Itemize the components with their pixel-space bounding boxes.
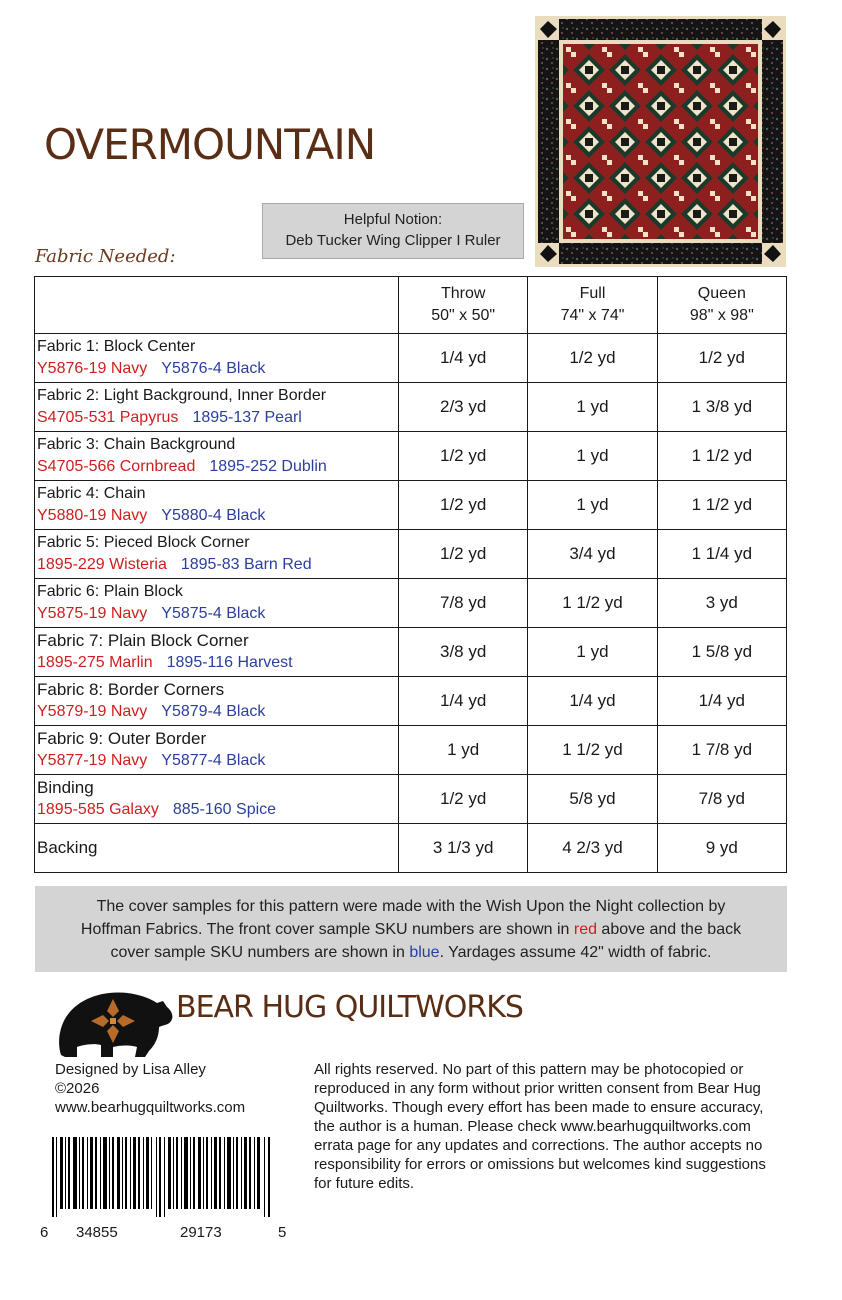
fabric-label: Fabric 1: Block Center [37, 338, 196, 355]
full-yardage: 1 yd [528, 383, 657, 432]
table-row [35, 383, 787, 432]
brand-name: BEAR HUG QUILTWORKS [176, 990, 523, 1025]
table-row [35, 579, 787, 628]
fabric-yardage-table [34, 276, 787, 873]
sku-back: Y5879-4 Black [161, 703, 266, 720]
table-row [35, 530, 787, 579]
throw-yardage: 1/4 yd [399, 334, 528, 383]
throw-yardage: 1 yd [399, 726, 528, 775]
queen-yardage: 7/8 yd [657, 775, 786, 824]
sku-back: Y5880-4 Black [161, 507, 266, 524]
queen-yardage: 1 1/2 yd [657, 432, 786, 481]
queen-yardage: 1 5/8 yd [657, 628, 786, 677]
full-yardage: 1 yd [528, 481, 657, 530]
sku-back: Y5877-4 Black [161, 752, 266, 769]
throw-yardage: 1/2 yd [399, 775, 528, 824]
pattern-title: OVERMOUNTAIN [44, 120, 376, 169]
queen-yardage: 1/4 yd [657, 677, 786, 726]
table-row [35, 775, 787, 824]
bear-logo-icon [55, 985, 175, 1060]
full-yardage: 1 yd [528, 432, 657, 481]
throw-yardage: 3 1/3 yd [399, 824, 528, 873]
sku-front: S4705-566 Cornbread [37, 458, 196, 475]
table-row [35, 432, 787, 481]
throw-yardage: 1/2 yd [399, 481, 528, 530]
sku-back: 885-160 Spice [172, 801, 277, 818]
fabric-label: Fabric 7: Plain Block Corner [37, 631, 249, 650]
column-header-throw: Throw 50" x 50" [399, 277, 528, 334]
fabric-label: Fabric 3: Chain Background [37, 436, 236, 453]
full-yardage: 1 1/2 yd [528, 726, 657, 775]
fabric-label: Fabric 6: Plain Block [37, 583, 183, 600]
fabric-label: Fabric 2: Light Background, Inner Border [37, 387, 327, 404]
sku-front: S4705-531 Papyrus [37, 409, 179, 426]
sku-front: 1895-229 Wisteria [37, 556, 167, 573]
sku-back: 1895-83 Barn Red [180, 556, 312, 573]
helpful-notion-ruler: Deb Tucker Wing Clipper I Ruler [285, 232, 501, 249]
barcode-group-2: 29173 [180, 1224, 222, 1241]
collection-note: The cover samples for this pattern were made with the Wish Upon the Night collection by Hoffman Fabrics. The front cover sample SKU numbers are shown in red above and the back cover sample SKU numbers are shown in blue. Yardages assume 42" width of fabric. [35, 886, 787, 972]
throw-yardage: 2/3 yd [399, 383, 528, 432]
column-header-full: Full 74" x 74" [528, 277, 657, 334]
full-yardage: 5/8 yd [528, 775, 657, 824]
fabric-label: Backing [35, 824, 399, 873]
fabric-label: Fabric 5: Pieced Block Corner [37, 534, 250, 551]
full-yardage: 3/4 yd [528, 530, 657, 579]
quilt-image [535, 16, 786, 267]
full-yardage: 1/2 yd [528, 334, 657, 383]
helpful-notion-heading: Helpful Notion: [343, 211, 443, 228]
full-yardage: 4 2/3 yd [528, 824, 657, 873]
sku-front: Y5875-19 Navy [37, 605, 148, 622]
table-header-row [35, 277, 787, 334]
queen-yardage: 3 yd [657, 579, 786, 628]
sku-front: 1895-275 Marlin [37, 654, 153, 671]
fabric-needed-label: Fabric Needed: [35, 246, 176, 267]
fabric-label: Fabric 8: Border Corners [37, 680, 225, 699]
blue-word: blue [409, 944, 440, 961]
table-row [35, 726, 787, 775]
queen-yardage: 9 yd [657, 824, 786, 873]
throw-yardage: 1/4 yd [399, 677, 528, 726]
sku-back: 1895-137 Pearl [192, 409, 302, 426]
barcode-group-1: 34855 [76, 1224, 118, 1241]
website: www.bearhugquiltworks.com [55, 1099, 246, 1116]
throw-yardage: 1/2 yd [399, 432, 528, 481]
table-row [35, 481, 787, 530]
copyright: ©2026 [55, 1080, 100, 1097]
sku-back: 1895-252 Dublin [209, 458, 327, 475]
table-row [35, 628, 787, 677]
throw-yardage: 1/2 yd [399, 530, 528, 579]
table-row [35, 677, 787, 726]
rights-statement: All rights reserved. No part of this pattern may be photocopied or reproduced in any form without prior written consent from Bear Hug Quiltworks. Though every effort has been made to ensure accuracy, the author is a human. Please check www.bearhugquiltworks.com errata page for any updates and corrections. The author accepts no responsibility for errors or omissions but welcomes kind suggestions for future edits. [314, 1061, 766, 1192]
helpful-notion-box [262, 203, 524, 259]
fabric-label: Binding [37, 778, 94, 797]
sku-back: Y5875-4 Black [161, 605, 266, 622]
full-yardage: 1 yd [528, 628, 657, 677]
barcode-digit-first: 6 [40, 1224, 49, 1241]
sku-front: 1895-585 Galaxy [37, 801, 159, 818]
sku-back: 1895-116 Harvest [166, 654, 293, 671]
full-yardage: 1 1/2 yd [528, 579, 657, 628]
fabric-label: Fabric 4: Chain [37, 485, 146, 502]
designer-name: Designed by Lisa Alley [55, 1061, 206, 1078]
queen-yardage: 1 7/8 yd [657, 726, 786, 775]
throw-yardage: 3/8 yd [399, 628, 528, 677]
sku-front: Y5879-19 Navy [37, 703, 148, 720]
table-row [35, 334, 787, 383]
barcode-icon [52, 1137, 272, 1217]
barcode-digit-last: 5 [278, 1224, 287, 1241]
designer-info [55, 1060, 245, 1117]
fabric-label: Fabric 9: Outer Border [37, 729, 207, 748]
sku-back: Y5876-4 Black [161, 360, 266, 377]
table-row-backing [35, 824, 787, 873]
queen-yardage: 1/2 yd [657, 334, 786, 383]
full-yardage: 1/4 yd [528, 677, 657, 726]
queen-yardage: 1 1/2 yd [657, 481, 786, 530]
column-header-queen: Queen 98" x 98" [657, 277, 786, 334]
sku-front: Y5880-19 Navy [37, 507, 148, 524]
red-word: red [573, 921, 597, 938]
sku-front: Y5877-19 Navy [37, 752, 148, 769]
queen-yardage: 1 3/8 yd [657, 383, 786, 432]
throw-yardage: 7/8 yd [399, 579, 528, 628]
queen-yardage: 1 1/4 yd [657, 530, 786, 579]
sku-front: Y5876-19 Navy [37, 360, 148, 377]
